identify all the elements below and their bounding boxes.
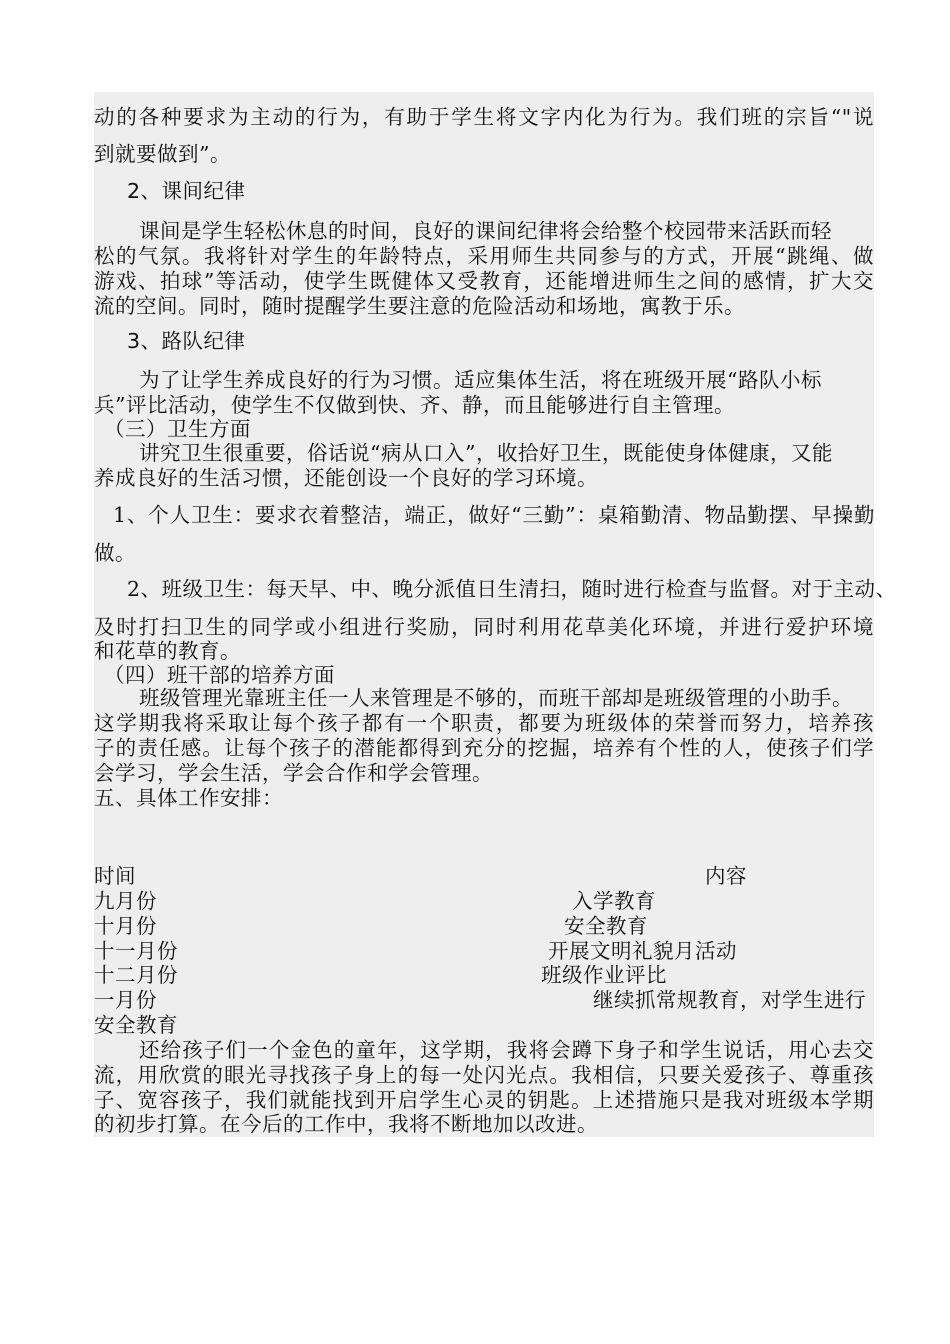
- schedule-content: 班级作业评比: [541, 963, 667, 987]
- paragraph-line: 为了让学生养成良好的行为习惯。适应集体生活，将在班级开展“路队小标: [139, 368, 822, 392]
- paragraph-line: 的初步打算。在今后的工作中，我将不断地加以改进。: [94, 1112, 598, 1136]
- paragraph-line: 1、个人卫生：要求衣着整洁，端正，做好“三勤”：桌箱勤清、物品勤摆、早操勤: [113, 503, 875, 527]
- schedule-content: 继续抓常规教育，对学生进行: [593, 988, 866, 1012]
- paragraph-line: 养成良好的生活习惯，还能创设一个良好的学习环境。: [94, 466, 598, 490]
- paragraph-line: 流的空间。同时，随时提醒学生要注意的危险活动和场地，寓教于乐。: [94, 294, 745, 318]
- paragraph-line: 和花草的教育。: [94, 639, 241, 663]
- paragraph-line: 还给孩子们一个金色的童年，这学期，我将会蹲下身子和学生说话，用心去交: [139, 1038, 874, 1062]
- paragraph-line: 子的责任感。让每个孩子的潜能都得到充分的挖掘，培养有个性的人，使孩子们学: [94, 736, 874, 760]
- schedule-content: 开展文明礼貌月活动: [548, 939, 737, 963]
- schedule-content: 入学教育: [572, 889, 656, 913]
- paragraph-line: 动的各种要求为主动的行为，有助于学生将文字内化为行为。我们班的宗旨“"说: [94, 105, 874, 129]
- paragraph-line: 子、宽容孩子，我们就能找到开启学生心灵的钥匙。上述措施只是我对班级本学期: [94, 1088, 874, 1112]
- paragraph-line: 课间是学生轻松休息的时间，良好的课间纪律将会给整个校园带来活跃而轻: [139, 219, 832, 243]
- paragraph-line: 会学习，学会生活，学会合作和学会管理。: [94, 761, 493, 785]
- section-heading-break-discipline: 2、课间纪律: [127, 179, 246, 203]
- schedule-month: 九月份: [94, 889, 157, 913]
- paragraph-line: 松的气氛。我将针对学生的年龄特点，采用师生共同参与的方式，开展“跳绳、做: [94, 244, 874, 268]
- paragraph-line: 及时打扫卫生的同学或小组进行奖励，同时利用花草美化环境，并进行爱护环境: [94, 615, 874, 639]
- schedule-month: 一月份: [94, 988, 157, 1012]
- schedule-header-time: 时间: [94, 864, 136, 888]
- paragraph-line: 游戏、拍球”等活动，使学生既健体又受教育，还能增进师生之间的感情，扩大交: [94, 269, 874, 293]
- paragraph-line: 这学期我将采取让每个孩子都有一个职责，都要为班级体的荣誉而努力，培养孩: [94, 711, 874, 735]
- schedule-content: 安全教育: [564, 914, 648, 938]
- schedule-month: 十一月份: [94, 939, 178, 963]
- section-heading-queue-discipline: 3、路队纪律: [127, 329, 246, 353]
- section-heading-cadre-training: （四）班干部的培养方面: [104, 663, 335, 687]
- schedule-content-continuation: 安全教育: [94, 1013, 178, 1037]
- section-heading-hygiene: （三）卫生方面: [104, 417, 251, 441]
- schedule-month: 十月份: [94, 914, 157, 938]
- paragraph-line: 讲究卫生很重要，俗话说“病从口入”，收拾好卫生，既能使身体健康，又能: [139, 441, 833, 465]
- paragraph-line: 做。: [94, 541, 136, 565]
- section-heading-work-schedule: 五、具体工作安排：: [94, 786, 283, 810]
- paragraph-line: 2、班级卫生：每天早、中、晚分派值日生清扫，随时进行检查与监督。对于主动、: [127, 577, 897, 601]
- schedule-header-content: 内容: [705, 864, 747, 888]
- paragraph-line: 到就要做到”。: [94, 142, 231, 166]
- paragraph-line: 班级管理光靠班主任一人来管理是不够的，而班干部却是班级管理的小助手。: [139, 686, 853, 710]
- paragraph-line: 流，用欣赏的眼光寻找孩子身上的每一处闪光点。我相信，只要关爱孩子、尊重孩: [94, 1063, 874, 1087]
- paragraph-line: 兵”评比活动，使学生不仅做到快、齐、静，而且能够进行自主管理。: [94, 393, 735, 417]
- schedule-month: 十二月份: [94, 963, 178, 987]
